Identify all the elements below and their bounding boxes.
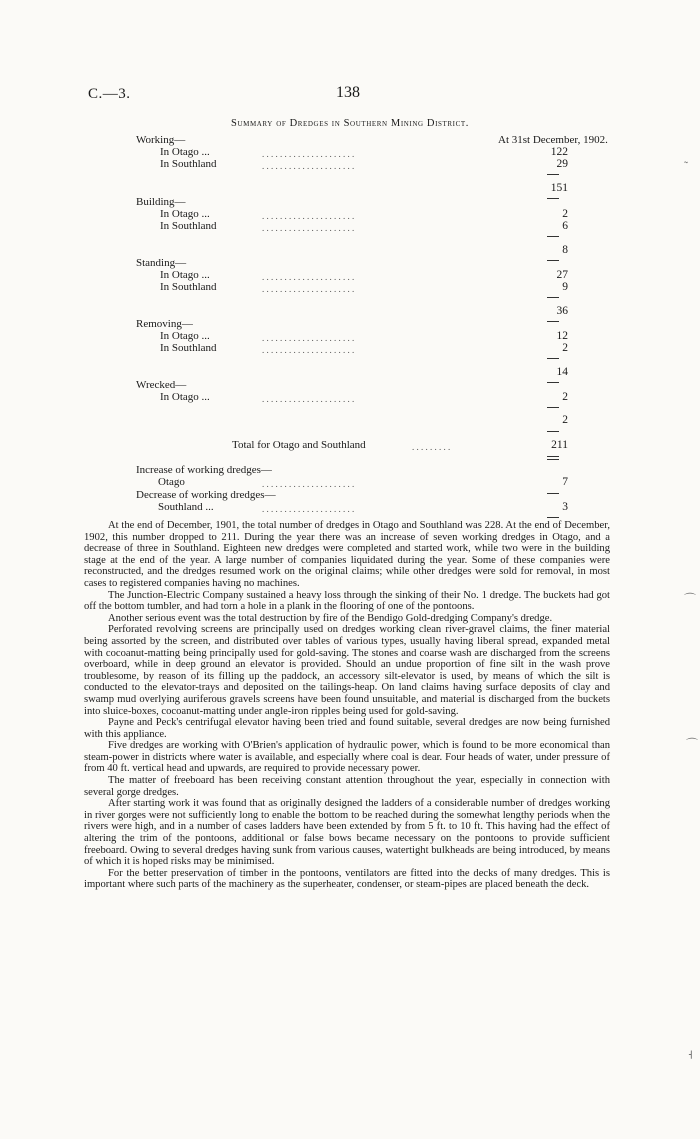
increase-label: Increase of working dredges— <box>136 464 272 476</box>
group-label: Removing— <box>136 318 193 330</box>
group-label: Wrecked— <box>136 379 187 391</box>
paragraph: The Junction-Electric Company sustained a heavy loss through the sinking of their No. 1 dredge. The buckets had got off the bottom tumbler, and had torn a hole in a plank in the flooring of one of the pontoons. <box>84 589 610 613</box>
subtotal-value: 14 <box>556 366 568 378</box>
group-label: Building— <box>136 196 186 208</box>
dot-leader: . . . . . . . . . . . . . . . . . . . . . <box>262 272 355 282</box>
scan-mark: ˧ <box>688 1048 693 1062</box>
paragraph: Another serious event was the total destruction by fire of the Bendigo Gold-dredging Company's dredge. <box>108 612 553 624</box>
row-label: In Otago ... <box>160 269 210 281</box>
dot-leader: . . . . . . . . . . . . . . . . . . . . . <box>262 333 355 343</box>
sum-rule <box>547 493 559 494</box>
sum-rule <box>547 321 559 322</box>
paragraph: The matter of freeboard has been receiving constant attention throughout the year, especially in connection with several gorge dredges. <box>84 775 610 798</box>
sum-rule <box>547 297 559 298</box>
increase-value: 7 <box>562 476 568 488</box>
sum-rule <box>547 174 559 175</box>
row-value: 27 <box>556 269 568 281</box>
row-value: 2 <box>562 342 568 354</box>
date-column-header: At 31st December, 1902. <box>498 134 608 146</box>
page-number: 138 <box>336 84 360 101</box>
row-label: In Southland <box>160 158 217 170</box>
body-text <box>84 520 610 891</box>
dot-leader: . . . . . . . . . <box>412 442 451 452</box>
row-label: In Otago ... <box>160 330 210 342</box>
subtotal-value: 36 <box>556 305 568 317</box>
paragraph: Payne and Peck's centrifugal elevator having been tried and found suitable, several dredges are now being furnished with this appliance. <box>84 717 610 740</box>
row-label: In Southland <box>160 342 217 354</box>
dot-leader: . . . . . . . . . . . . . . . . . . . . . <box>262 149 355 159</box>
sum-rule <box>547 236 559 237</box>
sum-rule <box>547 517 559 518</box>
dot-leader: . . . . . . . . . . . . . . . . . . . . . <box>262 504 355 514</box>
total-label: Total for Otago and Southland <box>232 439 366 451</box>
row-value: 2 <box>562 391 568 403</box>
row-value: 122 <box>550 146 568 158</box>
page-reference: C.—3. <box>88 86 131 102</box>
paragraph: For the better preservation of timber in the pontoons, ventilators are fitted into the decks of many dredges. This is important where such parts of the machinery as the superheater, condenser, or steam-pipes are placed beneath the deck. <box>84 867 610 891</box>
row-label: In Otago ... <box>160 208 210 220</box>
sum-rule <box>547 407 559 408</box>
row-value: 2 <box>562 208 568 220</box>
row-value: 29 <box>556 158 568 170</box>
row-label: In Otago ... <box>160 391 210 403</box>
dot-leader: . . . . . . . . . . . . . . . . . . . . . <box>262 479 355 489</box>
row-value: 9 <box>562 281 568 293</box>
paragraph: At the end of December, 1901, the total number of dredges in Otago and Southland was 228. At the end of December, 1902, this number dropped to 211. During the year there was an increase of seven working dredges in Otago, and a decrease of three in Southland. Eighteen new dredges were completed and started work, while two were in the building stage at the end of the year. A large number of companies liquidated during the year. Some of these companies were reconstructed, and the dredges resumed work on the original claims; while other dredges were sold for removal, in most cases to registered companies having no machines. <box>84 520 610 589</box>
dot-leader: . . . . . . . . . . . . . . . . . . . . . <box>262 284 355 294</box>
dot-leader: . . . . . . . . . . . . . . . . . . . . . <box>262 345 355 355</box>
subtotal-value: 8 <box>562 244 568 256</box>
group-label: Standing— <box>136 257 187 269</box>
sum-rule <box>547 198 559 199</box>
row-label: In Otago ... <box>160 146 210 158</box>
row-label: In Southland <box>160 281 217 293</box>
dot-leader: . . . . . . . . . . . . . . . . . . . . . <box>262 394 355 404</box>
row-label: In Southland <box>160 220 217 232</box>
subtotal-value: 2 <box>562 414 568 426</box>
sum-rule <box>547 431 559 432</box>
decrease-value: 3 <box>562 501 568 513</box>
sum-rule <box>547 260 559 261</box>
dot-leader: . . . . . . . . . . . . . . . . . . . . . <box>262 161 355 171</box>
dot-leader: . . . . . . . . . . . . . . . . . . . . . <box>262 211 355 221</box>
sum-rule <box>547 358 559 359</box>
sum-rule <box>547 382 559 383</box>
sum-rule <box>547 456 559 457</box>
paragraph: After starting work it was found that as originally designed the ladders of a considerable number of dredges working in river gorges were not sufficiently long to enable the bottom to be reached during the somewhat lengthy periods when the rivers were high, and in a number of cases ladders have been extended by from 5 ft. to 10 ft. This having had the effect of altering the trim of the pontoons, additional or false bows became necessary on the pontoons to provide sufficient freeboard. Owing to several dredges having sunk from various causes, watertight bulkheads are being introduced, by means of which it is hoped risks may be minimised. <box>84 798 610 868</box>
decrease-label: Decrease of working dredges— <box>136 489 276 501</box>
row-value: 12 <box>556 330 568 342</box>
paragraph: Perforated revolving screens are principally used on dredges working clean river-gravel claims, the finer material being assorted by the screen, and distributed over tables of various types, usually having liberal spread, expanded metal with cocoanut-matting being principally used for gold-saving. The stones and coarse wash are discharged from the screens overboard, while in deep ground an elevator is provided. Should an undue proportion of fine silt in the wash prove troublesome, by reason of its filling up the paddock, an accessory silt-elevator is used, by means of which the silt is conducted to the elevator-trays and deposited on the tailings-heap. On land claims having surface deposits of clay and swamp mud overlying auriferous gravels screens have been found unsuitable, and material is discharged from the buckets into sluice-boxes, cocoanut-matting under angle-iron ripples being used for gold-saving. <box>84 624 610 717</box>
dot-leader: . . . . . . . . . . . . . . . . . . . . . <box>262 223 355 233</box>
paragraph: Five dredges are working with O'Brien's application of hydraulic power, which is found to be more economical than steam-power in districts where water is available, and especially where coal is dear. Four heads of water, under pressure of from 40 ft. vertical head and upwards, are required to provide necessary power. <box>84 740 610 775</box>
scan-mark: ⌒ <box>686 737 699 751</box>
subtotal-value: 151 <box>550 182 568 194</box>
group-label: Working— <box>136 134 186 146</box>
total-value: 211 <box>551 439 568 451</box>
decrease-row-label: Southland ... <box>158 501 214 513</box>
scan-mark: ⌒ <box>684 592 697 606</box>
sum-rule <box>547 459 559 460</box>
row-value: 6 <box>562 220 568 232</box>
scan-mark: ˷ <box>684 150 688 164</box>
increase-row-label: Otago <box>158 476 185 488</box>
table-title: Summary of Dredges in Southern Mining District. <box>231 118 469 129</box>
